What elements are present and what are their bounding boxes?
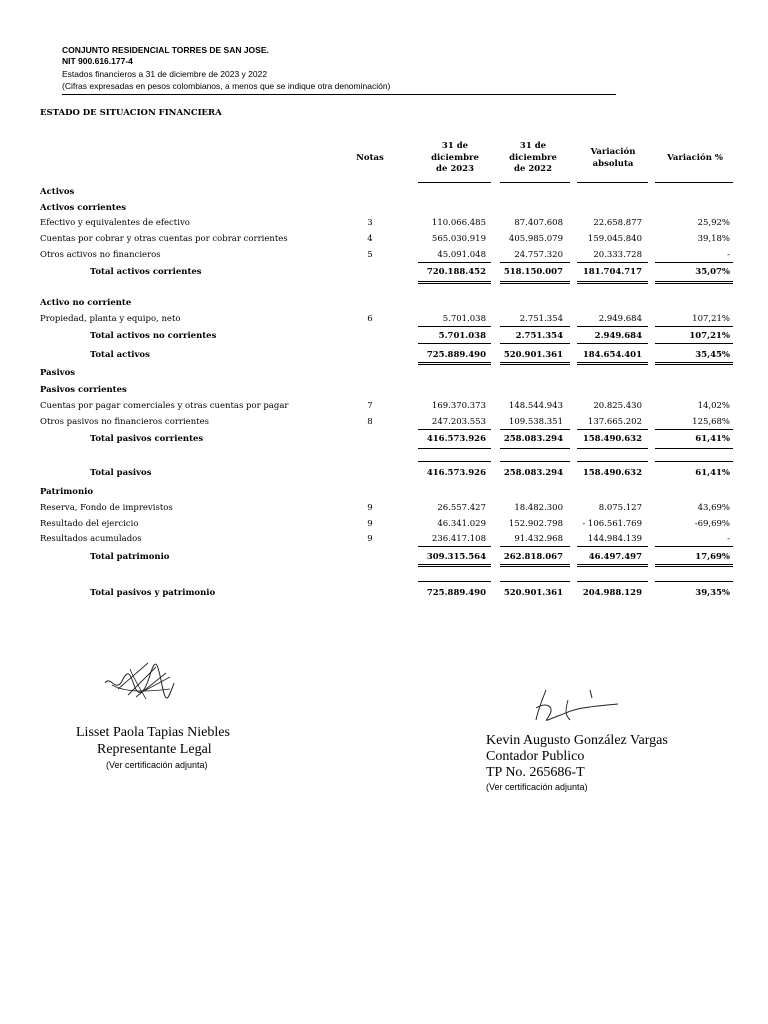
col-2023-line-2: diciembre	[431, 152, 479, 163]
row-rule	[500, 281, 570, 282]
table-row	[0, 201, 768, 215]
col-2022-line-1: 31 de	[519, 141, 547, 151]
col-2023-line-3: de 2023	[436, 164, 474, 174]
row-rule	[655, 546, 733, 547]
signer-right-name: Kevin Augusto González Vargas	[486, 733, 668, 748]
row-value-2022: 24.757.320	[514, 250, 563, 260]
row-variacion-pct: 61,41%	[695, 468, 730, 478]
table-row	[0, 348, 768, 362]
row-value-2023: 416.573.926	[426, 468, 486, 478]
row-value-2022: 109.538.351	[508, 417, 563, 427]
row-variacion-pct: 25,92%	[697, 218, 730, 228]
signature-left-image	[100, 655, 180, 710]
row-rule	[655, 326, 733, 327]
currency-note: (Cifras expresadas en pesos colombianos, a menos que se indique otra denominación)	[62, 81, 391, 91]
row-value-2023: 725.889.490	[426, 588, 486, 598]
row-label: Total patrimonio	[90, 552, 170, 562]
row-rule	[500, 326, 570, 327]
row-value-2023: 725.889.490	[426, 350, 486, 360]
row-value-2023: 309.315.564	[426, 552, 486, 562]
row-note: 9	[367, 534, 373, 544]
row-rule	[577, 448, 648, 449]
table-row	[0, 415, 768, 429]
col-abs-line-2: absoluta	[592, 158, 634, 169]
row-variacion-absoluta: 158.490.632	[582, 434, 642, 444]
row-value-2023: 110.066.485	[431, 218, 486, 228]
row-rule	[577, 262, 648, 263]
row-note: 5	[367, 250, 373, 260]
row-variacion-absoluta: 159.045.840	[587, 234, 642, 244]
row-rule	[500, 364, 570, 365]
row-label: Activo no corriente	[40, 298, 132, 308]
row-rule	[418, 429, 491, 430]
row-variacion-pct: 35,45%	[695, 350, 730, 360]
table-row	[0, 532, 768, 546]
row-rule	[418, 566, 491, 567]
row-value-2022: 2.751.354	[519, 314, 563, 324]
row-value-2022: 520.901.361	[503, 350, 563, 360]
row-note: 9	[367, 503, 373, 513]
table-row	[0, 399, 768, 413]
row-rule	[418, 581, 491, 582]
row-label: Activos	[40, 187, 75, 197]
row-rule	[655, 362, 733, 363]
row-rule	[500, 262, 570, 263]
row-rule	[418, 364, 491, 365]
col-2022-line-3: de 2022	[514, 164, 552, 174]
row-variacion-absoluta: 158.490.632	[582, 468, 642, 478]
row-note: 4	[367, 234, 373, 244]
row-rule	[500, 461, 570, 462]
row-value-2022: 258.083.294	[503, 468, 563, 478]
row-value-2022: 87.407.608	[514, 218, 563, 228]
row-rule	[577, 362, 648, 363]
table-row	[0, 329, 768, 343]
row-rule	[577, 429, 648, 430]
row-rule	[577, 326, 648, 327]
row-label: Activos corrientes	[40, 203, 127, 213]
col-variacion-absoluta	[575, 147, 651, 170]
row-rule	[577, 281, 648, 282]
row-variacion-pct: -	[727, 250, 730, 260]
table-row	[0, 383, 768, 397]
row-variacion-absoluta: 22.658.877	[593, 218, 642, 228]
row-rule	[500, 283, 570, 284]
company-nit: NIT 900.616.177-4	[62, 56, 133, 66]
row-variacion-pct: 43,69%	[697, 503, 730, 513]
row-rule	[418, 283, 491, 284]
row-value-2022: 18.482.300	[514, 503, 563, 513]
row-note: 8	[367, 417, 373, 427]
row-note: 3	[367, 218, 373, 228]
signer-right-tp: TP No. 265686-T	[486, 765, 585, 780]
signer-left-name: Lisset Paola Tapias Niebles	[76, 725, 230, 740]
row-variacion-pct: 61,41%	[695, 434, 730, 444]
row-value-2023: 26.557.427	[437, 503, 486, 513]
row-rule	[418, 564, 491, 565]
col-abs-underline	[577, 182, 648, 183]
col-variacion-pct: Variación %	[667, 153, 723, 163]
row-rule	[577, 461, 648, 462]
row-label: Resultado del ejercicio	[40, 519, 139, 529]
row-note: 7	[367, 401, 373, 411]
row-label: Reserva, Fondo de imprevistos	[40, 503, 173, 513]
table-row	[0, 432, 768, 446]
row-rule	[655, 429, 733, 430]
row-label: Propiedad, planta y equipo, neto	[40, 314, 181, 324]
row-value-2023: 5.701.038	[438, 331, 486, 341]
col-2023-underline	[418, 182, 491, 183]
row-rule	[655, 364, 733, 365]
row-rule	[418, 281, 491, 282]
row-note: 9	[367, 519, 373, 529]
table-row	[0, 265, 768, 279]
table-row	[0, 185, 768, 199]
signer-left-note: (Ver certificación adjunta)	[106, 760, 208, 770]
row-rule	[577, 364, 648, 365]
row-note: 6	[367, 314, 373, 324]
row-variacion-pct: 39,18%	[697, 234, 730, 244]
header-divider	[62, 94, 616, 95]
table-row	[0, 312, 768, 326]
row-variacion-pct: 125,68%	[692, 417, 730, 427]
row-rule	[655, 281, 733, 282]
row-variacion-pct: -	[727, 534, 730, 544]
row-variacion-absoluta: - 106.561.769	[582, 519, 642, 529]
signer-right-role: Contador Publico	[486, 749, 585, 764]
company-name: CONJUNTO RESIDENCIAL TORRES DE SAN JOSE.	[62, 45, 269, 55]
col-2022-line-2: diciembre	[509, 152, 557, 163]
row-variacion-absoluta: 204.988.129	[582, 588, 642, 598]
col-abs-line-1: Variación	[590, 147, 636, 157]
row-rule	[577, 564, 648, 565]
col-notas: Notas	[356, 153, 384, 163]
col-2023-line-1: 31 de	[441, 141, 469, 151]
row-rule	[577, 566, 648, 567]
row-label: Patrimonio	[40, 487, 94, 497]
row-value-2023: 169.370.373	[431, 401, 486, 411]
row-label: Cuentas por cobrar y otras cuentas por cobrar corrientes	[40, 234, 288, 244]
row-variacion-pct: 14,02%	[697, 401, 730, 411]
row-rule	[500, 581, 570, 582]
row-value-2022: 520.901.361	[503, 588, 563, 598]
row-value-2023: 5.701.038	[442, 314, 486, 324]
row-label: Resultados acumulados	[40, 534, 142, 544]
signer-right-note: (Ver certificación adjunta)	[486, 782, 588, 792]
row-value-2022: 152.902.798	[508, 519, 563, 529]
row-variacion-pct: -69,69%	[694, 519, 730, 529]
row-variacion-pct: 35,07%	[695, 267, 730, 277]
row-value-2022: 2.751.354	[515, 331, 563, 341]
row-variacion-absoluta: 2.949.684	[598, 314, 642, 324]
row-rule	[500, 546, 570, 547]
row-rule	[500, 362, 570, 363]
row-variacion-absoluta: 137.665.202	[587, 417, 642, 427]
row-variacion-absoluta: 20.333.728	[593, 250, 642, 260]
table-row	[0, 296, 768, 310]
table-row	[0, 232, 768, 246]
signature-right-image	[528, 686, 623, 726]
row-variacion-absoluta: 8.075.127	[598, 503, 642, 513]
row-rule	[577, 283, 648, 284]
row-rule	[655, 566, 733, 567]
row-rule	[500, 343, 570, 344]
row-rule	[655, 262, 733, 263]
row-rule	[418, 448, 491, 449]
row-label: Otros activos no financieros	[40, 250, 161, 260]
row-rule	[577, 581, 648, 582]
row-variacion-pct: 107,21%	[692, 314, 730, 324]
row-variacion-absoluta: 20.825.430	[593, 401, 642, 411]
row-rule	[500, 429, 570, 430]
table-row	[0, 586, 768, 600]
row-rule	[655, 283, 733, 284]
table-row	[0, 366, 768, 380]
row-rule	[500, 448, 570, 449]
row-label: Cuentas por pagar comerciales y otras cuentas por pagar	[40, 401, 289, 411]
row-label: Pasivos corrientes	[40, 385, 127, 395]
row-value-2023: 416.573.926	[426, 434, 486, 444]
row-rule	[655, 564, 733, 565]
table-row	[0, 485, 768, 499]
row-rule	[418, 262, 491, 263]
row-value-2022: 91.432.968	[514, 534, 563, 544]
row-rule	[655, 448, 733, 449]
row-variacion-pct: 107,21%	[689, 331, 730, 341]
row-label: Pasivos	[40, 368, 76, 378]
row-value-2022: 405.985.079	[508, 234, 563, 244]
row-variacion-pct: 39,35%	[695, 588, 730, 598]
row-value-2022: 148.544.943	[508, 401, 563, 411]
row-variacion-pct: 17,69%	[695, 552, 730, 562]
row-value-2023: 45.091.048	[437, 250, 486, 260]
col-2023	[410, 141, 500, 176]
row-value-2022: 262.818.067	[503, 552, 563, 562]
table-row	[0, 248, 768, 262]
row-value-2022: 518.150.007	[503, 267, 563, 277]
row-rule	[418, 461, 491, 462]
row-rule	[418, 546, 491, 547]
row-variacion-absoluta: 46.497.497	[588, 552, 642, 562]
col-pct-underline	[655, 182, 733, 183]
row-variacion-absoluta: 2.949.684	[594, 331, 642, 341]
row-rule	[418, 362, 491, 363]
signer-left-role: Representante Legal	[97, 742, 212, 757]
row-value-2023: 565.030.919	[431, 234, 486, 244]
row-label: Total pasivos	[90, 468, 152, 478]
col-2022-underline	[500, 182, 570, 183]
row-variacion-absoluta: 144.984.139	[587, 534, 642, 544]
statement-period: Estados financieros a 31 de diciembre de 2023 y 2022	[62, 69, 268, 79]
table-row	[0, 501, 768, 515]
row-value-2023: 720.188.452	[426, 267, 486, 277]
row-variacion-absoluta: 184.654.401	[582, 350, 642, 360]
row-rule	[655, 461, 733, 462]
row-rule	[655, 581, 733, 582]
row-label: Total pasivos y patrimonio	[90, 588, 216, 598]
row-rule	[500, 564, 570, 565]
row-label: Total pasivos corrientes	[90, 434, 204, 444]
row-value-2023: 247.203.553	[431, 417, 486, 427]
row-rule	[418, 326, 491, 327]
row-rule	[418, 343, 491, 344]
row-rule	[577, 546, 648, 547]
statement-title: ESTADO DE SITUACION FINANCIERA	[40, 108, 222, 118]
row-label: Total activos	[90, 350, 150, 360]
row-label: Total activos corrientes	[90, 267, 202, 277]
col-2022	[493, 141, 573, 176]
row-value-2022: 258.083.294	[503, 434, 563, 444]
row-rule	[655, 343, 733, 344]
row-value-2023: 236.417.108	[431, 534, 486, 544]
table-row	[0, 517, 768, 531]
row-value-2023: 46.341.029	[437, 519, 486, 529]
row-label: Otros pasivos no financieros corrientes	[40, 417, 209, 427]
table-row	[0, 466, 768, 480]
row-rule	[500, 566, 570, 567]
row-label: Efectivo y equivalentes de efectivo	[40, 218, 190, 228]
table-row	[0, 550, 768, 564]
row-rule	[577, 343, 648, 344]
table-row	[0, 216, 768, 230]
row-variacion-absoluta: 181.704.717	[582, 267, 642, 277]
row-label: Total activos no corrientes	[90, 331, 217, 341]
